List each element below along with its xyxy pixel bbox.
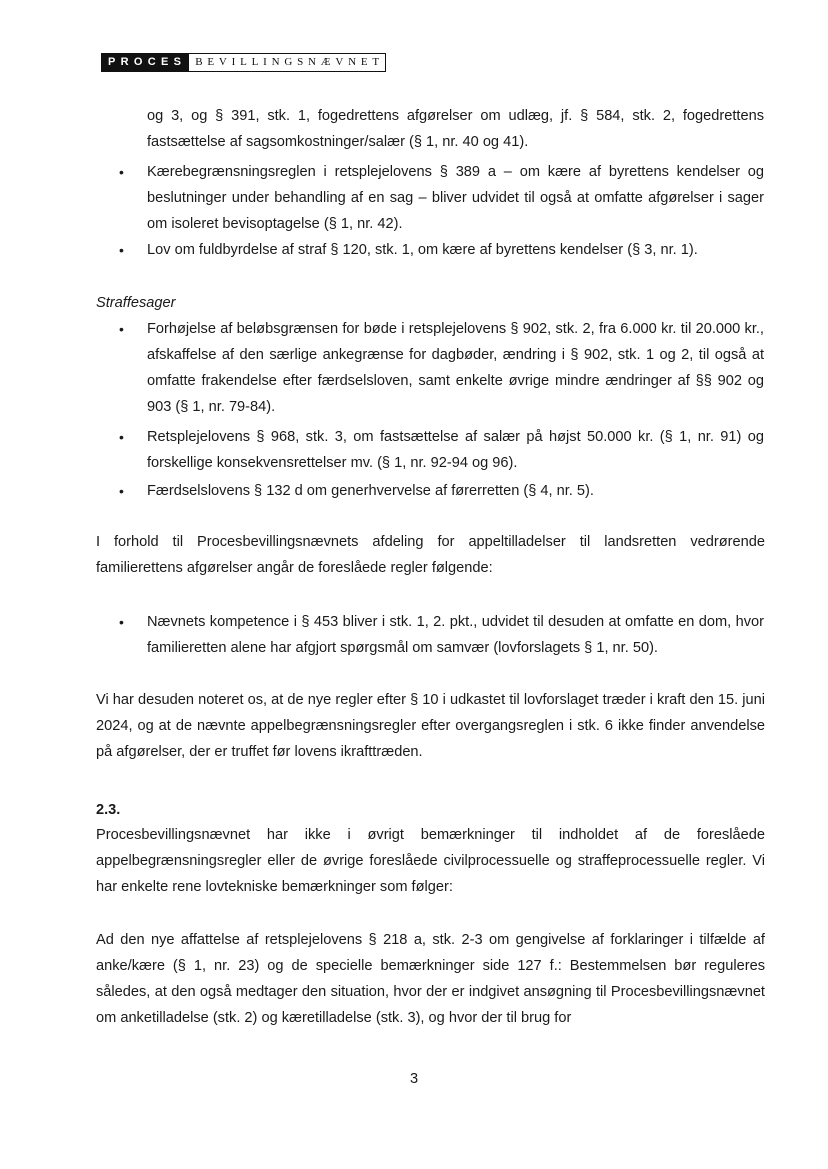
bullet-icon: •	[119, 164, 124, 180]
paragraph-familieretten: I forhold til Procesbevillingsnævnets afdeling for appeltilladelser til landsretten vedrørende familierettens afgørelser angår de foreslåede regler følgende:	[96, 534, 765, 576]
page-number: 3	[409, 1071, 419, 1087]
section-heading-straffesager: Straffesager	[96, 295, 176, 311]
logo-dark-part: PROCES	[101, 53, 189, 72]
subsection-number: 2.3.	[96, 802, 121, 818]
list-item: Færdselslovens § 132 d om generhvervelse af førerretten (§ 4, nr. 5).	[147, 483, 594, 499]
bullet-icon: •	[119, 242, 124, 258]
bullet-icon: •	[119, 483, 124, 499]
paragraph-ikrafttraeden: Vi har desuden noteret os, at de nye regler efter § 10 i udkastet til lovforslaget træder i kraft den 15. juni 2024, og at de nævnte appelbegrænsningsregler efter overgangsreglen i stk. 6 ikke finder anvendelse på afgørelser, der er truffet før lovens ikrafttræden.	[96, 692, 765, 760]
continuation-text: og 3, og § 391, stk. 1, fogedrettens afgørelser om udlæg, jf. § 584, stk. 2, fogedrettens fastsættelse af sagsomkostninger/salær (§ 1, nr. 40 og 41).	[147, 108, 764, 150]
paragraph-bemaerkninger: Procesbevillingsnævnet har ikke i øvrigt bemærkninger til indholdet af de foreslåede appelbegrænsningsregler eller de øvrige foreslåede civilprocessuelle og straffeprocessuelle regler. Vi har enkelte rene lovtekniske bemærkninger som følger:	[96, 827, 765, 895]
logo-light-part: BEVILLINGSNÆVNET	[189, 53, 386, 72]
procesbevillingsnaevnet-logo	[101, 53, 386, 72]
paragraph-218a: Ad den nye affattelse af retsplejelovens § 218 a, stk. 2-3 om gengivelse af forklaringer i tilfælde af anke/kære (§ 1, nr. 23) og de specielle bemærkninger side 127 f.: Bestemmelsen bør reguleres således, at den også medtager den situation, hvor der er indgivet ansøgning til Procesbevillingsnævnet om anketilladelse (stk. 2) og kæretilladelse (stk. 3), og hvor der til brug for	[96, 932, 765, 1026]
list-item: Kærebegrænsningsreglen i retsplejelovens § 389 a – om kære af byrettens kendelser og beslutninger under behandling af en sag – bliver udvidet til også at omfatte afgørelser i sager om isoleret bevisoptagelse (§ 1, nr. 42).	[147, 164, 764, 232]
list-item: Forhøjelse af beløbsgrænsen for bøde i retsplejelovens § 902, stk. 2, fra 6.000 kr. til 20.000 kr., afskaffelse af den særlige ankegrænse for dagbøder, ændring i § 902, stk. 1 og 2, til også at omfatte frakendelse efter færdselsloven, samt enkelte øvrige mindre ændringer af §§ 902 og 903 (§ 1, nr. 79-84).	[147, 321, 764, 415]
bullet-icon: •	[119, 429, 124, 445]
bullet-icon: •	[119, 321, 124, 337]
list-item: Retsplejelovens § 968, stk. 3, om fastsættelse af salær på højst 50.000 kr. (§ 1, nr. 91) og forskellige konsekvensrettelser mv. (§ 1, nr. 92-94 og 96).	[147, 429, 764, 471]
list-item: Nævnets kompetence i § 453 bliver i stk. 1, 2. pkt., udvidet til desuden at omfatte en dom, hvor familieretten alene har afgjort spørgsmål om samvær (lovforslagets § 1, nr. 50).	[147, 614, 764, 656]
list-item: Lov om fuldbyrdelse af straf § 120, stk. 1, om kære af byrettens kendelser (§ 3, nr. 1).	[147, 242, 698, 258]
bullet-icon: •	[119, 614, 124, 630]
